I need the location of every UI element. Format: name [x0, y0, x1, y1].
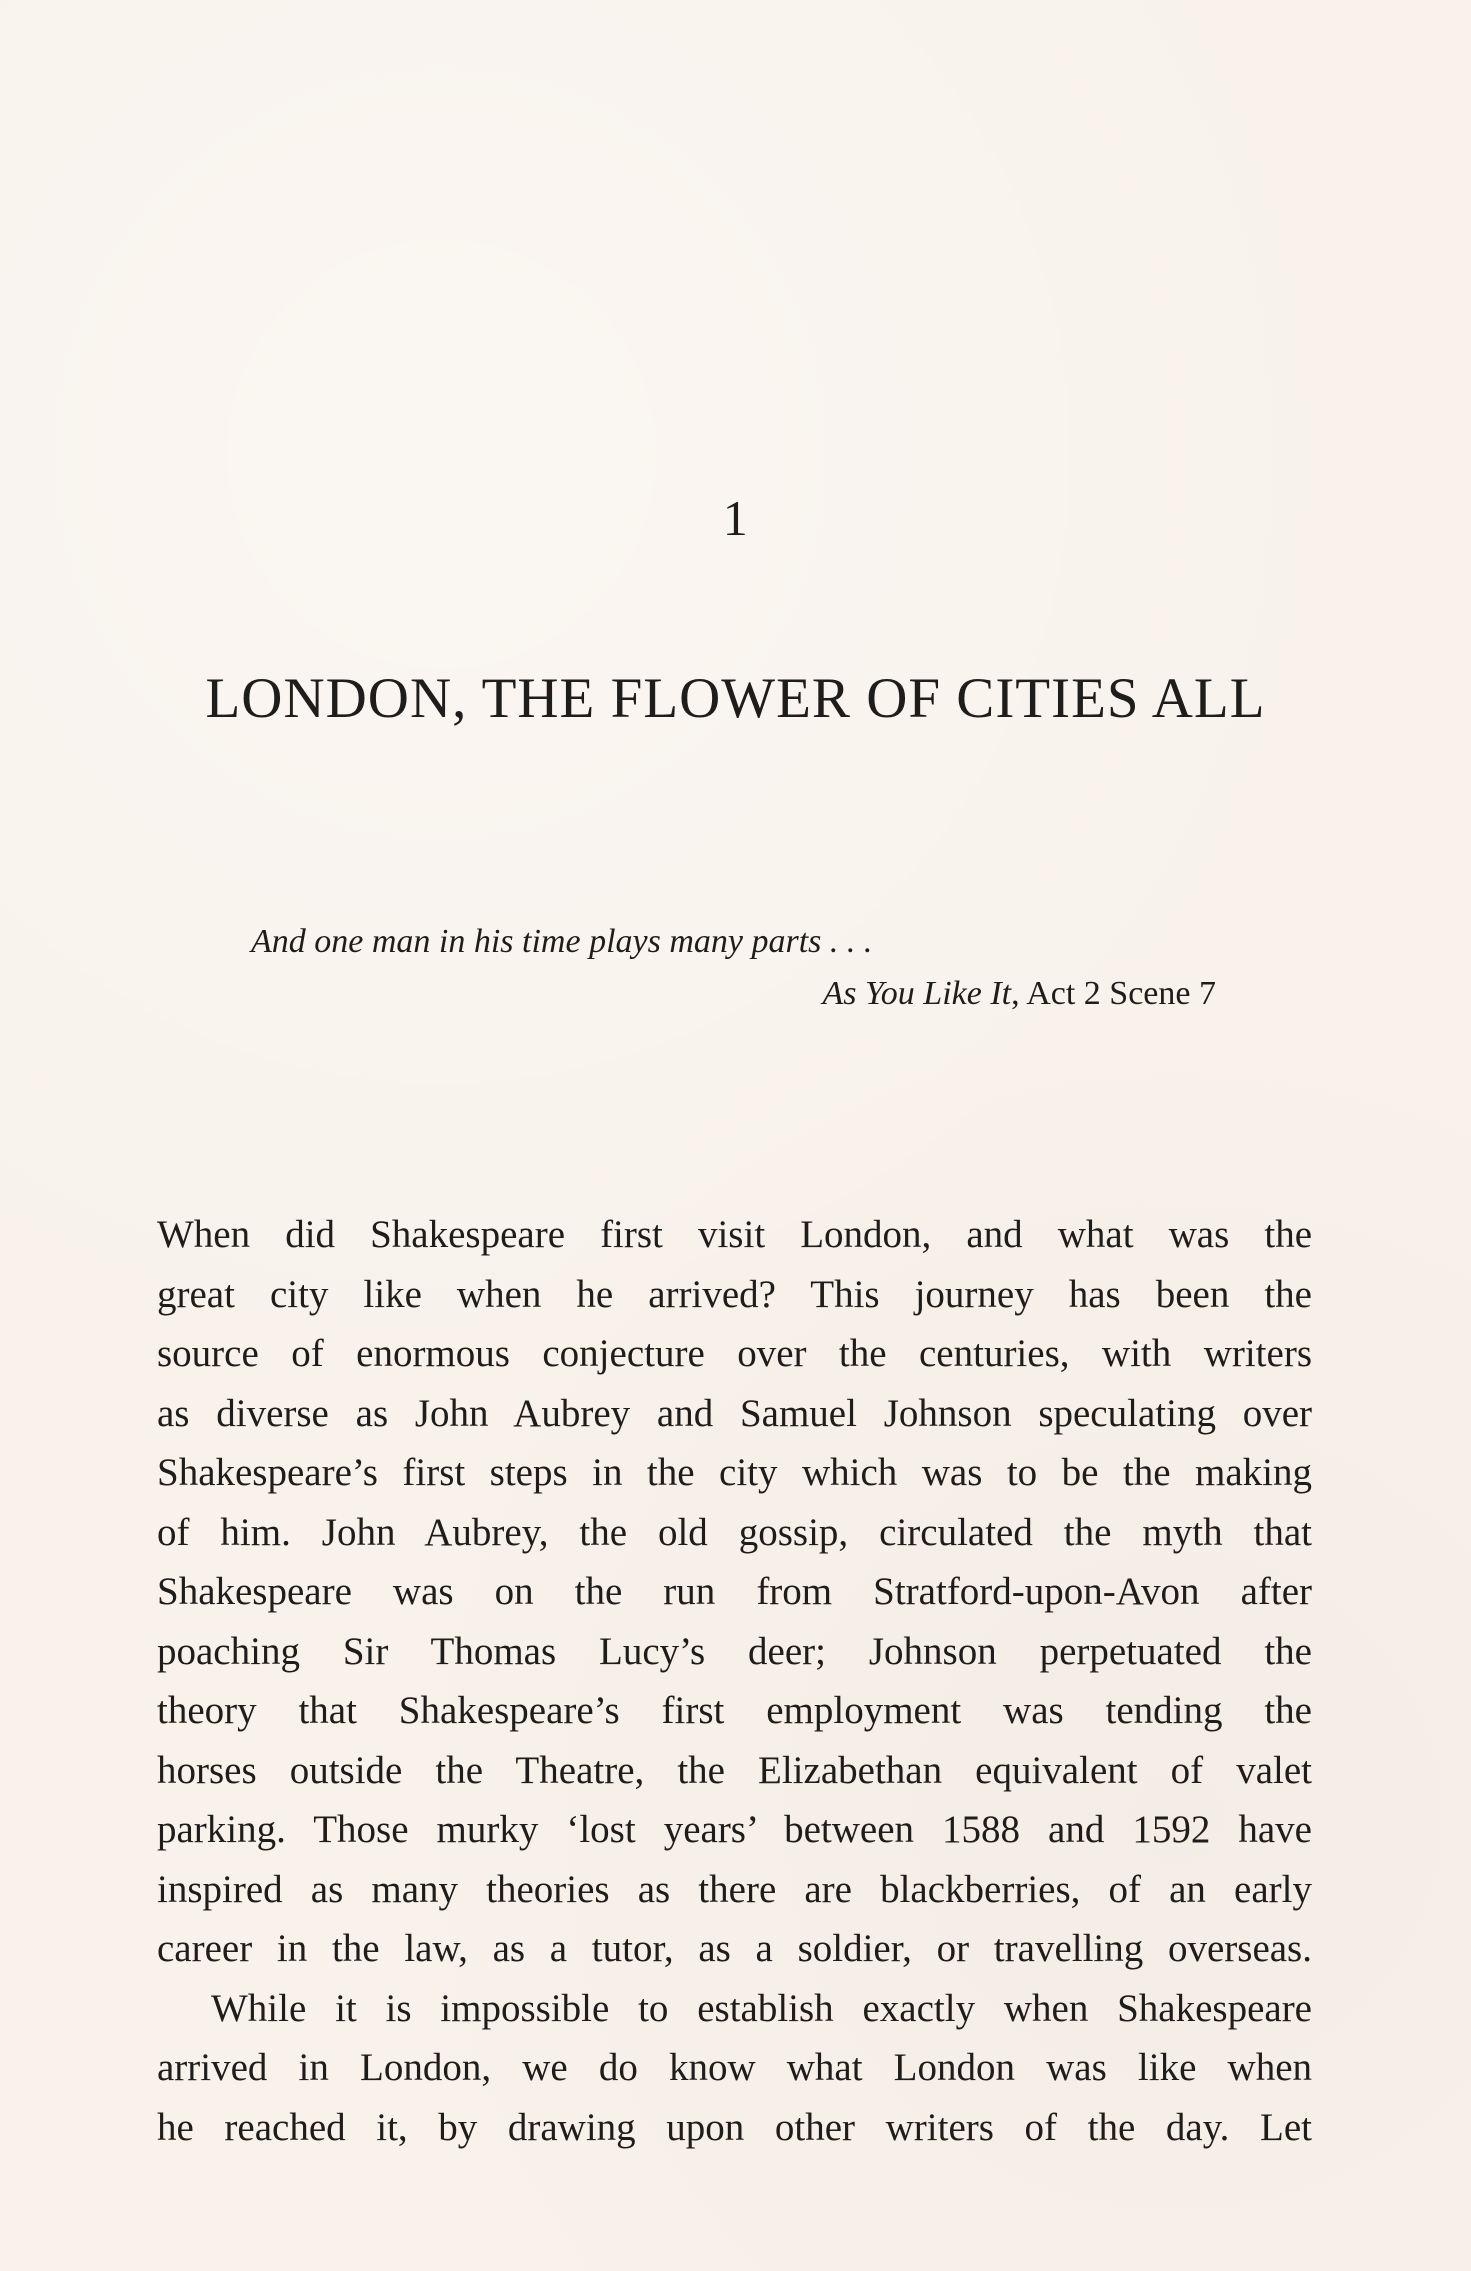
- paragraph-1-line-13: career in the law, as a tutor, as a soldier, or travelling overseas.: [157, 1927, 1312, 1970]
- epigraph-source: [251, 968, 1216, 1020]
- paragraph-1-line-1: When did Shakespeare first visit London, and what was the: [157, 1213, 1312, 1256]
- chapter-title: LONDON, THE FLOWER OF CITIES ALL: [205, 667, 1266, 730]
- paragraph-1-line-9: theory that Shakespeare’s first employment was tending the: [157, 1689, 1312, 1732]
- body-text: [157, 1205, 1312, 2157]
- paragraph-1-line-2: great city like when he arrived? This journey has been the: [157, 1272, 1312, 1316]
- epigraph: [251, 916, 1216, 1020]
- paragraph-2-line-2: arrived in London, we do know what London was like when: [157, 2046, 1312, 2089]
- epigraph-source-rest: , Act 2 Scene 7: [1011, 975, 1216, 1012]
- paragraph-1-line-10: horses outside the Theatre, the Elizabethan equivalent of valet: [157, 1748, 1312, 1792]
- paragraph-2: [157, 1979, 1312, 2158]
- paragraph-1-line-11: parking. Those murky ‘lost years’ between 1588 and 1592 have: [157, 1808, 1312, 1851]
- paragraph-1-line-12: inspired as many theories as there are blackberries, of an early: [157, 1867, 1312, 1911]
- paragraph-1-line-4: as diverse as John Aubrey and Samuel Johnson speculating over: [157, 1391, 1312, 1435]
- paragraph-1-line-5: Shakespeare’s first steps in the city which was to be the making: [157, 1451, 1312, 1494]
- epigraph-source-title: As You Like It: [822, 975, 1012, 1012]
- paragraph-1-line-6: of him. John Aubrey, the old gossip, circulated the myth that: [157, 1510, 1312, 1554]
- paragraph-1: [157, 1205, 1312, 1979]
- paragraph-2-line-3: he reached it, by drawing upon other writers of the day. Let: [157, 2105, 1312, 2149]
- paragraph-1-line-8: poaching Sir Thomas Lucy’s deer; Johnson perpetuated the: [157, 1629, 1312, 1673]
- paragraph-1-line-3: source of enormous conjecture over the centuries, with writers: [157, 1332, 1312, 1375]
- paragraph-1-line-7: Shakespeare was on the run from Stratford-upon-Avon after: [157, 1570, 1312, 1613]
- paragraph-2-line-1: While it is impossible to establish exactly when Shakespeare: [211, 1986, 1312, 2030]
- chapter-number: 1: [722, 490, 749, 546]
- epigraph-quote: And one man in his time plays many parts . . .: [251, 923, 873, 960]
